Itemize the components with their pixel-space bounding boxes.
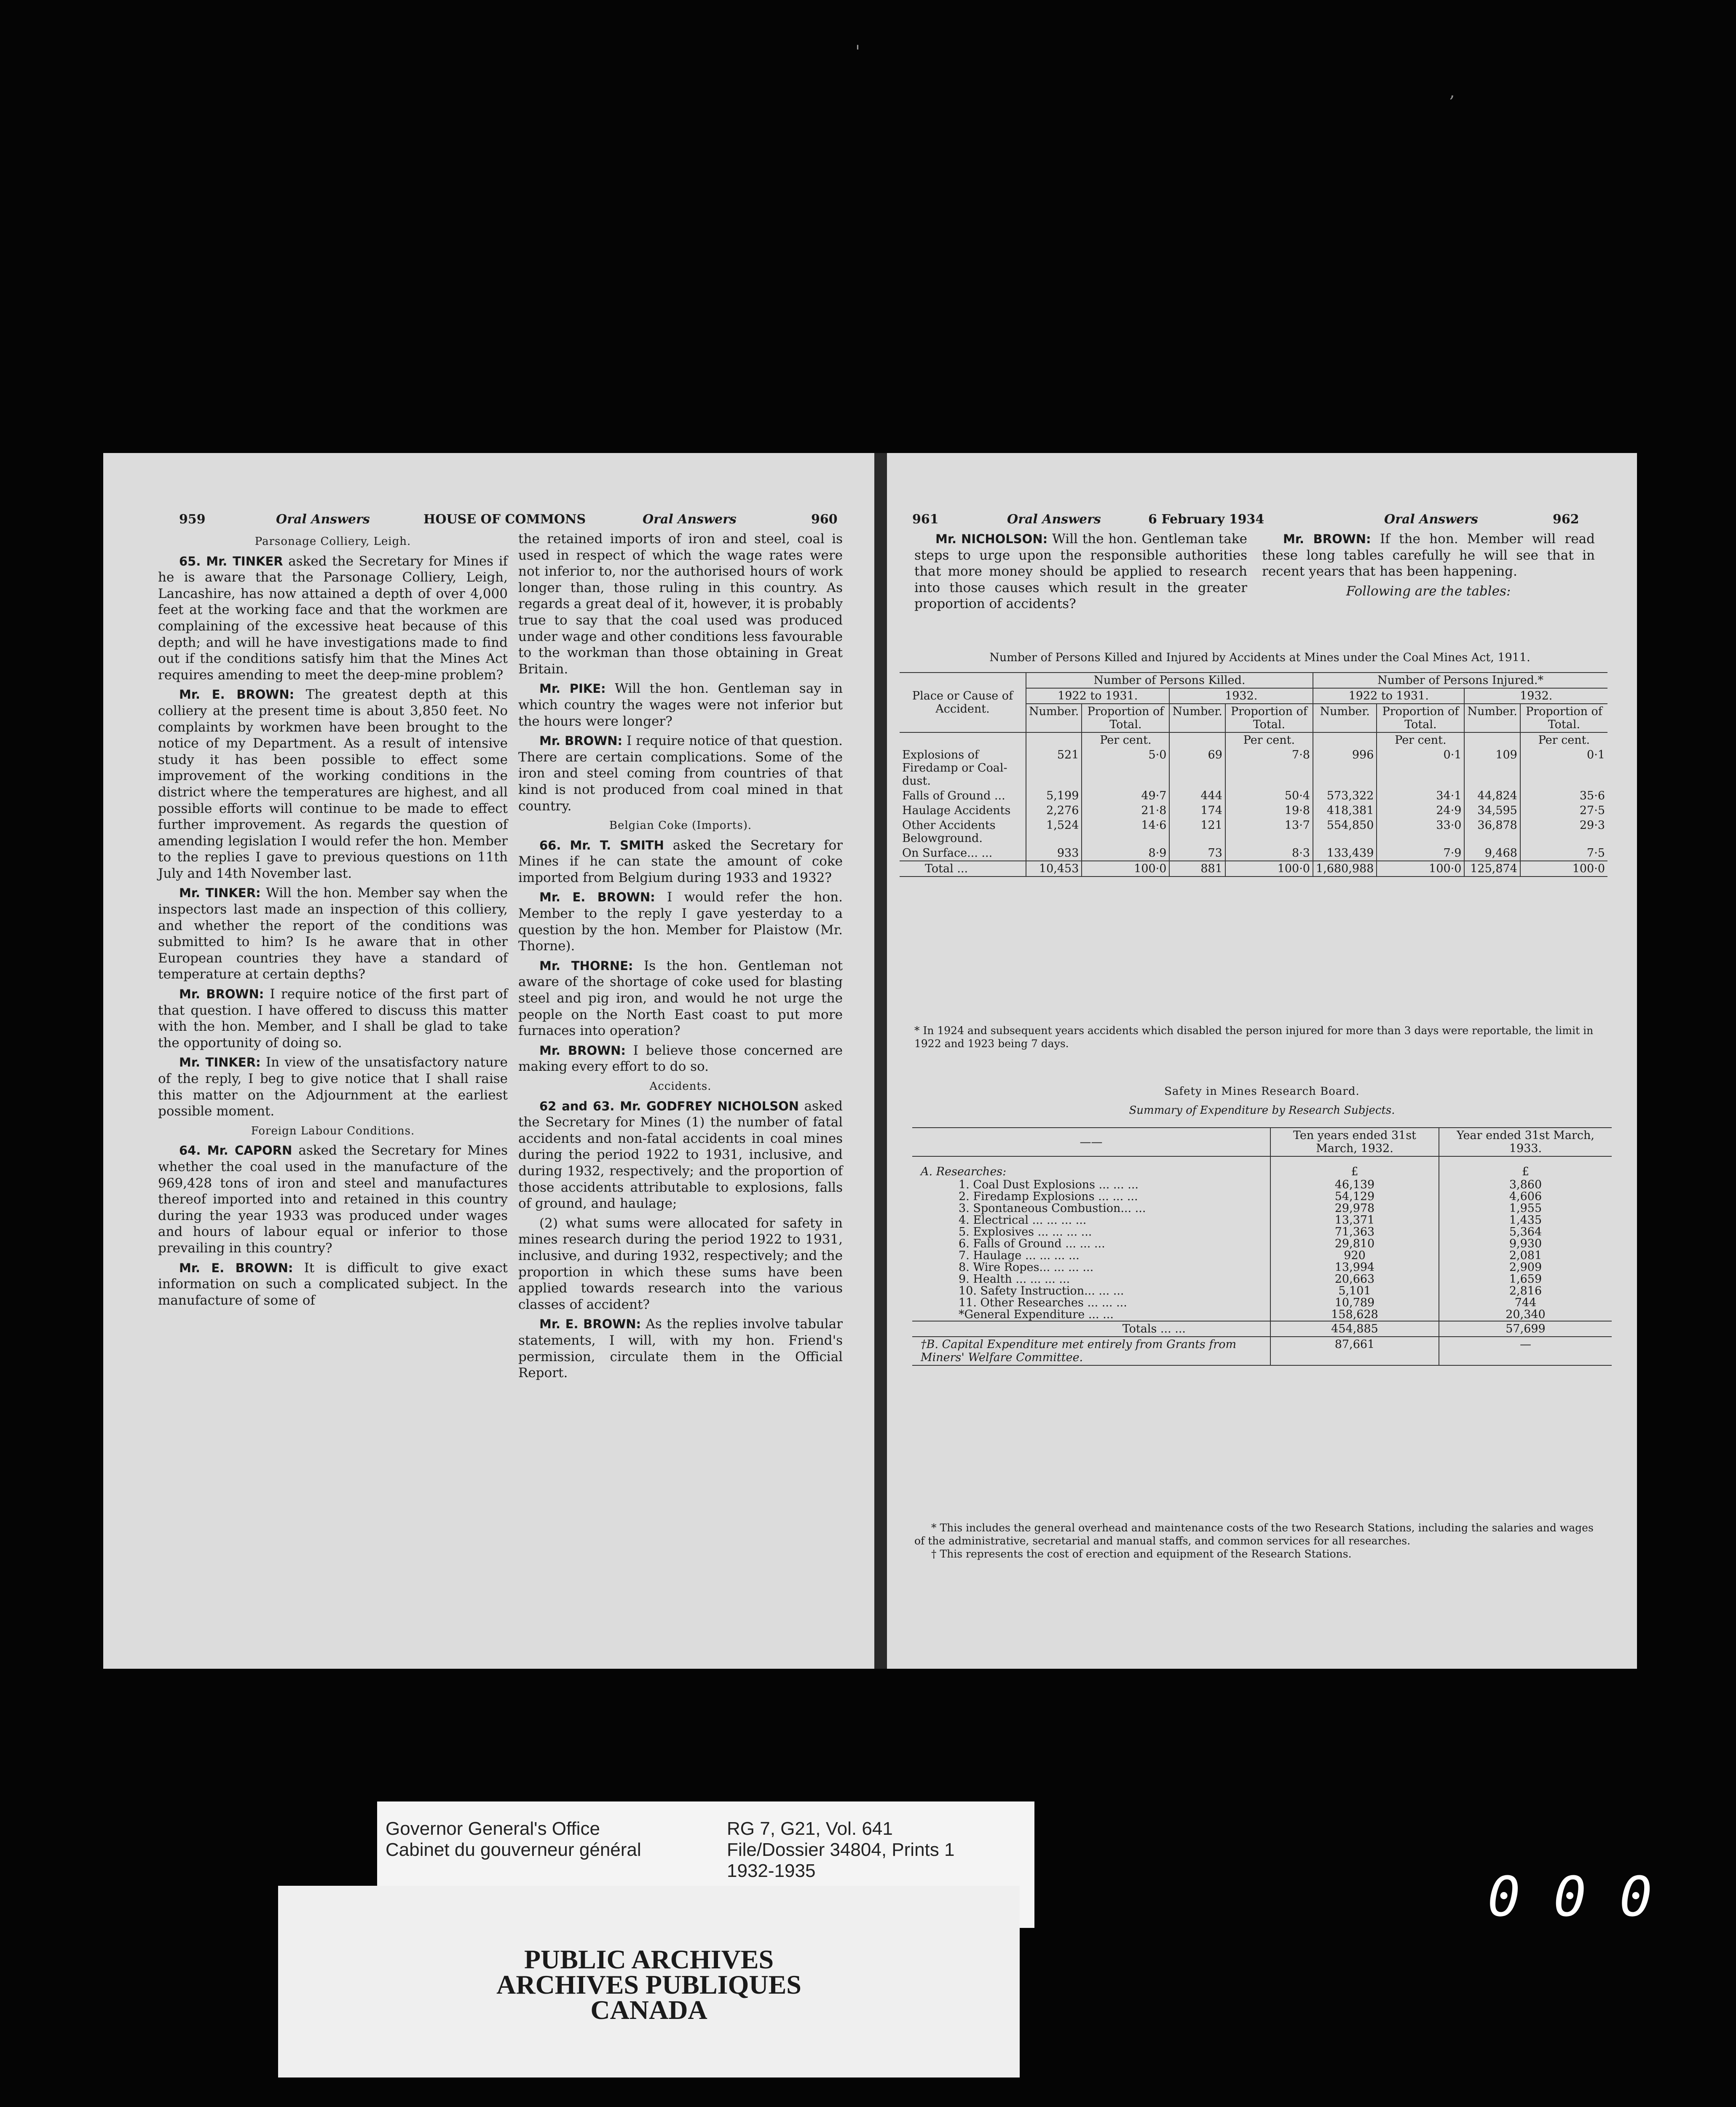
frame-counter: 0 0 0 [1487,1865,1653,1929]
house-title: HOUSE OF COMMONS [423,512,586,527]
speech-paragraph: Mr. BROWN: I require notice of the first part of that question. I have offered to discuss this matter with the hon. Member, and I shall be glad to take the opportunity of doing so. [158,986,508,1051]
table-row: 4. Electrical ... ... ... ... 13,371 1,435 [912,1214,1612,1226]
table-row: 1. Coal Dust Explosions ... ... ... 46,139 3,860 [912,1179,1612,1191]
speaker-name: Mr. BROWN: [179,987,264,1002]
speaker-name: Mr. TINKER: [179,1055,261,1070]
following-tables: Following are the tables: [1346,583,1511,599]
table-row: 11. Other Researches ... ... ... 10,789 744 [912,1297,1612,1309]
speaker-name: Mr. BROWN: [539,734,623,748]
speech-paragraph: Mr. BROWN: I require notice of that question. There are certain complications. Some of the iron and steel coming from countries of that kind is not produced from coal mined in that country. [518,733,843,814]
page-number: 961 [912,512,939,527]
speech-paragraph: Mr. E. BROWN: As the replies involve tabular statements, I will, with my hon. Friend's permission, circulate them in the Official Report. [518,1316,843,1381]
page-date: 6 February 1934 [1148,512,1264,527]
speaker-name: Mr. TINKER: [179,886,261,901]
accidents-table: Place or Cause of Accident. Number of Persons Killed. Number of Persons Injured.* 1922 to 1931. 1932. 1922 to 1931. 1932. Number. Proportion of Total. Number. Proportion of Total. Number. Proportion of Total. Number. Proportion of Total. Per cent. Per cent. Per cent. Per cent. Explosions of Firedamp or Coal-dust. 521 5·0 69 7·8 996 0·1 109 0·1 Falls of Ground ... 5,199 49·7 444 50·4 573,322 34·1 44,824 35·6 Haulage Accidents 2,276 21·8 174 19·8 418,381 24·9 34,595 27·5 Other Accidents Belowground. 1,524 14·6 121 13·7 554,850 33·0 36,878 29·3 On Surface... ... 933 8·9 73 8·3 133,439 7·9 9,468 7·5 Total ... 10,453 100·0 881 100·0 1,680,988 100·0 125,874 100·0 [900,672,1607,877]
place-header: Place or Cause of Accident. [912,689,1013,716]
text-column-1 [158,531,508,1312]
speech-paragraph: (2) what sums were allocated for safety in mines research during the period 1922 to 1931, inclusive, and during 1932, respectively; and the proportion in which these sums have been applied towards research into the various classes of accident? [518,1215,843,1312]
table-row: Explosions of Firedamp or Coal-dust. 521 5·0 69 7·8 996 0·1 109 0·1 [900,748,1607,788]
speech-paragraph: 66. Mr. T. SMITH asked the Secretary for Mines if he can state the amount of coke imported from Belgium during 1933 and 1932? [518,837,843,885]
table-row: 8. Wire Ropes... ... ... ... 13,994 2,909 [912,1262,1612,1273]
page-number: 959 [179,512,206,527]
table-row: 6. Falls of Ground ... ... ... 29,810 9,930 [912,1238,1612,1250]
ref-file: File/Dossier 34804, Prints 1 [727,1839,955,1860]
section-heading: Belgian Coke (Imports). [609,819,752,832]
section-heading: Parsonage Colliery, Leigh. [255,535,411,548]
speaker-name: Mr. E. BROWN: [539,890,655,905]
killed-header: Number of Persons Killed. [1026,673,1313,688]
expenditure-table: —— Ten years ended 31st March, 1932. Year ended 31st March, 1933. A. Researches: £ £ 1. Coal Dust Explosions ... ... ... 46,139 3,860 2. Firedamp Explosions ... ... ... 54,129 4,606 3. Spontaneous Combustion... ... 29,978 1,955 4. Electrical ... ... ... ... 13,371 1,435 5. Explosives ... ... ... ... 71,363 5,364 6. Falls of Ground ... ... ... 29,810 9,930 7. Haulage ... ... ... ... 920 2,081 8. Wire Ropes... ... ... ... 13,994 2,909 9. Health ... ... ... ... 20,663 1,659 10. Safety Instruction... ... ... 5,101 2,816 11. Other Researches ... ... ... 10,789 744 *General Expenditure ... ... 158,628 20,340 Totals ... ... 454,885 57,699 †B. Capital Expenditure met entirely from Grants from Miners' Welfare Committee. 87,661 — [912,1127,1612,1366]
speech-paragraph: Mr. THORNE: Is the hon. Gentleman not aware of the shortage of coke used for blasting steel and pig iron, and would he not urge the people on the North East coast to put more furnaces into operation? [518,958,843,1039]
speaker-name: Mr. E. BROWN: [179,687,295,702]
speech-paragraph: Mr. E. BROWN: The greatest depth at this colliery at the present time is about 3,850 feet. No complaints by workmen have been brought to the notice of my Department. As a result of intensive study it has been possible to effect some improvement of the working conditions in the district where the temperatures are highest, and all possible efforts will continue to be made to effect further improvement. As regards the question of amending legislation I would refer the hon. Member to the replies I gave to previous questions on 11th July and 14th November last. [158,687,508,881]
running-head: Oral Answers [276,512,370,527]
speaker-name: 64. Mr. CAPORN [179,1143,292,1158]
table-row: Haulage Accidents 2,276 21·8 174 19·8 418,381 24·9 34,595 27·5 [900,803,1607,818]
page-number: 962 [1553,512,1579,527]
table1-footnote: * In 1924 and subsequent years accidents which disabled the person injured for more than 3 days were reportable, the limit in 1922 and 1923 being 7 days. [914,1024,1594,1050]
office-en: Governor General's Office [386,1818,600,1839]
speaker-name: 65. Mr. TINKER [179,554,283,568]
table-row: 3. Spontaneous Combustion... ... 29,978 1,955 [912,1203,1612,1214]
running-head: Oral Answers [1007,512,1101,527]
table-row: Falls of Ground ... 5,199 49·7 444 50·4 573,322 34·1 44,824 35·6 [900,788,1607,803]
speech-paragraph: Mr. TINKER: In view of the unsatisfactory nature of the reply, I beg to give notice that I shall raise this matter on the Adjournment at the earliest possible moment. [158,1055,508,1119]
speech-paragraph: Mr. E. BROWN: I would refer the hon. Member to the reply I gave yesterday to a question by the hon. Member for Plaistow (Mr. Thorne). [518,890,843,954]
table-row: 2. Firedamp Explosions ... ... ... 54,129 4,606 [912,1191,1612,1203]
speaker-name: Mr. THORNE: [539,958,633,973]
public-archives-stamp: PUBLIC ARCHIVES ARCHIVES PUBLIQUES CANADA [278,1886,1020,2078]
speech-paragraph: Mr. TINKER: Will the hon. Member say when the inspectors last made an inspection of this colliery, and whether the report of the conditions was submitted to him? Is he aware that in other European countries they have a standard of temperature at certain depths? [158,885,508,982]
table-row: On Surface... ... 933 8·9 73 8·3 133,439 7·9 9,468 7·5 [900,846,1607,861]
expenditure-footnote: * This includes the general overhead and maintenance costs of the two Research Stations, including the salaries and wages of the administrative, secretarial and manual staffs, and common services for all researches. † This represents the cost of erection and equipment of the Research Stations. [914,1522,1594,1560]
film-speck: , [1449,82,1455,102]
speech-paragraph: Mr. E. BROWN: It is difficult to give exact information on such a complicated subject. In the manufacture of some of [158,1260,508,1308]
text-column-2 [518,531,843,1385]
injured-header: Number of Persons Injured.* [1313,673,1607,688]
book-gutter [874,453,887,1669]
ref-years: 1932-1935 [727,1860,816,1881]
table-row: Other Accidents Belowground. 1,524 14·6 121 13·7 554,850 33·0 36,878 29·3 [900,818,1607,846]
speech-paragraph: the retained imports of iron and steel, coal is used in respect of which the wage rates were not inferior to, nor the authorised hours of work longer than, those ruling in this country. As regards a great deal of it, however, it is probably true to say that the coal used was produced under wage and other conditions less favourable to the workman than those obtaining in Great Britain. [518,531,843,677]
speech-nicholson: Mr. NICHOLSON: Will the hon. Gentleman take steps to urge upon the responsible authorities that more money should be applied to research into those causes which result in the greater proportion of accidents? [914,531,1247,612]
film-speck: ' [855,42,860,62]
section-heading: Accidents. [649,1080,712,1093]
left-page [103,453,874,1669]
table-row: *General Expenditure ... ... 158,628 20,340 [912,1309,1612,1321]
board-subtitle: Summary of Expenditure by Research Subjects. [1129,1104,1395,1117]
office-fr: Cabinet du gouverneur général [386,1839,641,1860]
speaker-name: Mr. E. BROWN: [179,1260,293,1275]
speech-paragraph: Mr. BROWN: I believe those concerned are making every effort to do so. [518,1043,843,1075]
ten-years-header: Ten years ended 31st March, 1932. [1270,1128,1439,1156]
table-row: 5. Explosives ... ... ... ... 71,363 5,364 [912,1226,1612,1238]
ref-volume: RG 7, G21, Vol. 641 [727,1818,893,1839]
speaker-name: Mr. E. BROWN: [539,1317,641,1332]
board-title: Safety in Mines Research Board. [1164,1085,1360,1098]
speaker-name: Mr. PIKE: [539,681,606,696]
speech-paragraph: 62 and 63. Mr. GODFREY NICHOLSON asked the Secretary for Mines (1) the number of fatal accidents and non-fatal accidents in coal mines during the period 1922 to 1931, inclusive, and during 1932, respectively; and the proportion of those accidents attributable to explosions, falls of ground, and haulage; [518,1098,843,1212]
speech-paragraph: Mr. PIKE: Will the hon. Gentleman say in which country the wages were not inferior but the hours were longer? [518,681,843,729]
speaker-name: 62 and 63. Mr. GODFREY NICHOLSON [539,1099,799,1113]
page-number: 960 [811,512,838,527]
speaker-name: Mr. BROWN: [539,1043,626,1058]
table-row: 9. Health ... ... ... ... 20,663 1,659 [912,1273,1612,1285]
speech-paragraph: 64. Mr. CAPORN asked the Secretary for Mines whether the coal used in the manufacture of the 969,428 tons of iron and steel and manufactures thereof imported into and retained in this country during the year 1933 was produced under wages and hours of labour equal or inferior to those prevailing in this country? [158,1143,508,1256]
speech-paragraph: 65. Mr. TINKER asked the Secretary for Mines if he is aware that the Parsonage Colliery, Leigh, Lancashire, has now attained a depth of over 4,000 feet at the working face and that the workmen are complaining of the excessive heat because of this depth; and will he have investigations made to find out if the conditions satisfy him that the Mines Act requires amending to meet the deep-mine problem? [158,553,508,683]
table-row: 7. Haulage ... ... ... ... 920 2,081 [912,1250,1612,1262]
table-row: 10. Safety Instruction... ... ... 5,101 2,816 [912,1285,1612,1297]
section-heading: Foreign Labour Conditions. [251,1124,415,1137]
table1-title: Number of Persons Killed and Injured by Accidents at Mines under the Coal Mines Act, 1911. [989,651,1530,664]
right-page [887,453,1637,1669]
total-row: Total ... 10,453 100·0 881 100·0 1,680,988 100·0 125,874 100·0 [900,861,1607,877]
speaker-name: 66. Mr. T. SMITH [539,838,664,852]
speech-brown: Mr. BROWN: If the hon. Member will read these long tables carefully he will see that in recent years that has been happening. Following are the tables: [1262,531,1595,599]
running-head: Oral Answers [643,512,737,527]
year-ended-header: Year ended 31st March, 1933. [1439,1128,1612,1156]
running-head: Oral Answers [1384,512,1478,527]
